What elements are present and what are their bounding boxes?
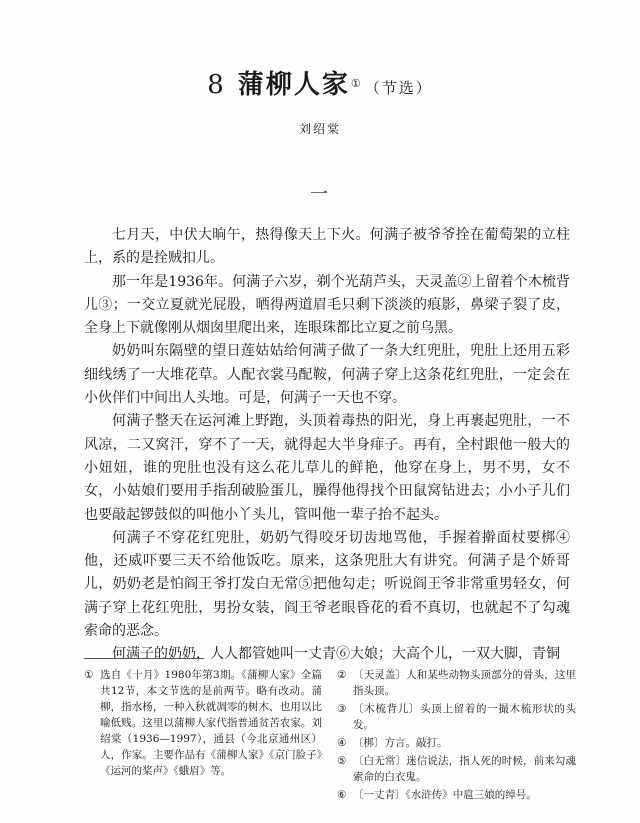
footnote — [337, 735, 576, 751]
footnote — [84, 667, 322, 779]
footnote — [337, 701, 576, 733]
footnote-text: 〔梆〕方言。敲打。 — [353, 737, 448, 749]
footnote-marker: ② — [337, 669, 347, 681]
footnote — [337, 787, 576, 803]
footnote-marker: ④ — [337, 737, 347, 749]
footnotes-right-column — [337, 667, 576, 805]
footnote-text: 〔一丈青〕《水浒传》中扈三娘的绰号。 — [353, 789, 537, 801]
paragraph: 何满子整天在运河滩上野跑，头顶着毒热的阳光，身上再裹起兜肚，一不风凉，二又窝汗，穿不了一天，就得起大半身痱子。再有，全村跟他一般大的小妞妞，谁的兜肚也没有这么花儿草儿的鲜艳，他穿在身上，男不男，女不女，小姑娘们要用手指刮破脸蛋儿，臊得他得找个田鼠窝钻进去；小小子儿们也要敲起锣鼓似的叫他小丫头儿，管叫他一辈子抬不起头。 — [84, 413, 570, 523]
paragraph: 何满子不穿花红兜肚，奶奶气得咬牙切齿地骂他，手握着擀面杖要梆④他，还威吓要三天不给他饭吃。原来，这条兜肚大有讲究。何满子是个娇哥儿，奶奶老是怕阎王爷打发白无常⑤把他勾走；听说阎王爷非常重男轻女，何满子穿上花红兜肚，男扮女装，阎王爷老眼昏花的看不真切，也就起不了勾魂索命的恶念。 — [84, 529, 570, 640]
footnote-marker: ⑥ — [337, 789, 347, 801]
lesson-number: 8 — [207, 70, 224, 100]
author-name: 刘绍棠 — [298, 122, 341, 136]
footnote-text: 选自《十月》1980年第3期。《蒲柳人家》全篇共12节，本文节选的是前两节。略有改动。蒲柳，指水杨，一种入秋就凋零的树木，也用以比喻低贱。这里以蒲柳人家代指普通贫苦农家。刘绍棠（1936—1997），通县（今北京通州区）人，作家。主要作品有《蒲柳人家》《京门脸子》《运河的桨声》《蛾眉》等。 — [100, 669, 322, 777]
title-footnote-marker: ① — [350, 76, 361, 90]
footnotes-left-column — [84, 667, 322, 781]
lesson-title-text: 蒲柳人家 — [237, 70, 350, 100]
paragraph: 何满子的奶奶，人人都管她叫一丈青⑥大娘；大高个儿，一双大脚，青铜 — [112, 646, 560, 663]
lesson-subtitle: （节选） — [364, 79, 433, 97]
section-heading: 一 — [310, 184, 330, 205]
paragraph: 那一年是1936年。何满子六岁，剃个光葫芦头，天灵盖②上留着个木梳背儿③；一交立夏就光屁股，晒得两道眉毛只剩下淡淡的痕影，鼻梁子裂了皮，全身上下就像刚从烟囱里爬出来，连眼珠都比立夏之前乌黑。 — [84, 273, 570, 337]
footnote-text: 〔白无常〕迷信说法，指人死的时候，前来勾魂索命的白衣鬼。 — [353, 755, 576, 783]
footnote-marker: ⑤ — [337, 755, 347, 767]
footnote — [337, 667, 576, 699]
body-text — [84, 224, 570, 667]
footnote-marker: ③ — [337, 703, 347, 715]
paragraph: 七月天，中伏大晌午，热得像天上下火。何满子被爷爷拴在葡萄架的立柱上，系的是拴贼扣儿。 — [84, 227, 570, 267]
lesson-title — [0, 64, 640, 101]
paragraph: 奶奶叫东隔壁的望日莲姑姑给何满子做了一条大红兜肚，兜肚上还用五彩细线绣了一大堆花草。人配衣裳马配鞍，何满子穿上这条花红兜肚，一定会在小伙伴们中间出人头地。可是，何满子一天也不穿。 — [84, 343, 570, 407]
footnote — [337, 753, 576, 785]
footnote-marker: ① — [84, 669, 94, 681]
footnote-divider — [84, 658, 204, 659]
footnote-text: 〔木梳背儿〕头顶上留着的一撮木梳形状的头发。 — [353, 703, 576, 731]
footnote-text: 〔天灵盖〕人和某些动物头顶部分的骨头，这里指头顶。 — [353, 669, 576, 697]
